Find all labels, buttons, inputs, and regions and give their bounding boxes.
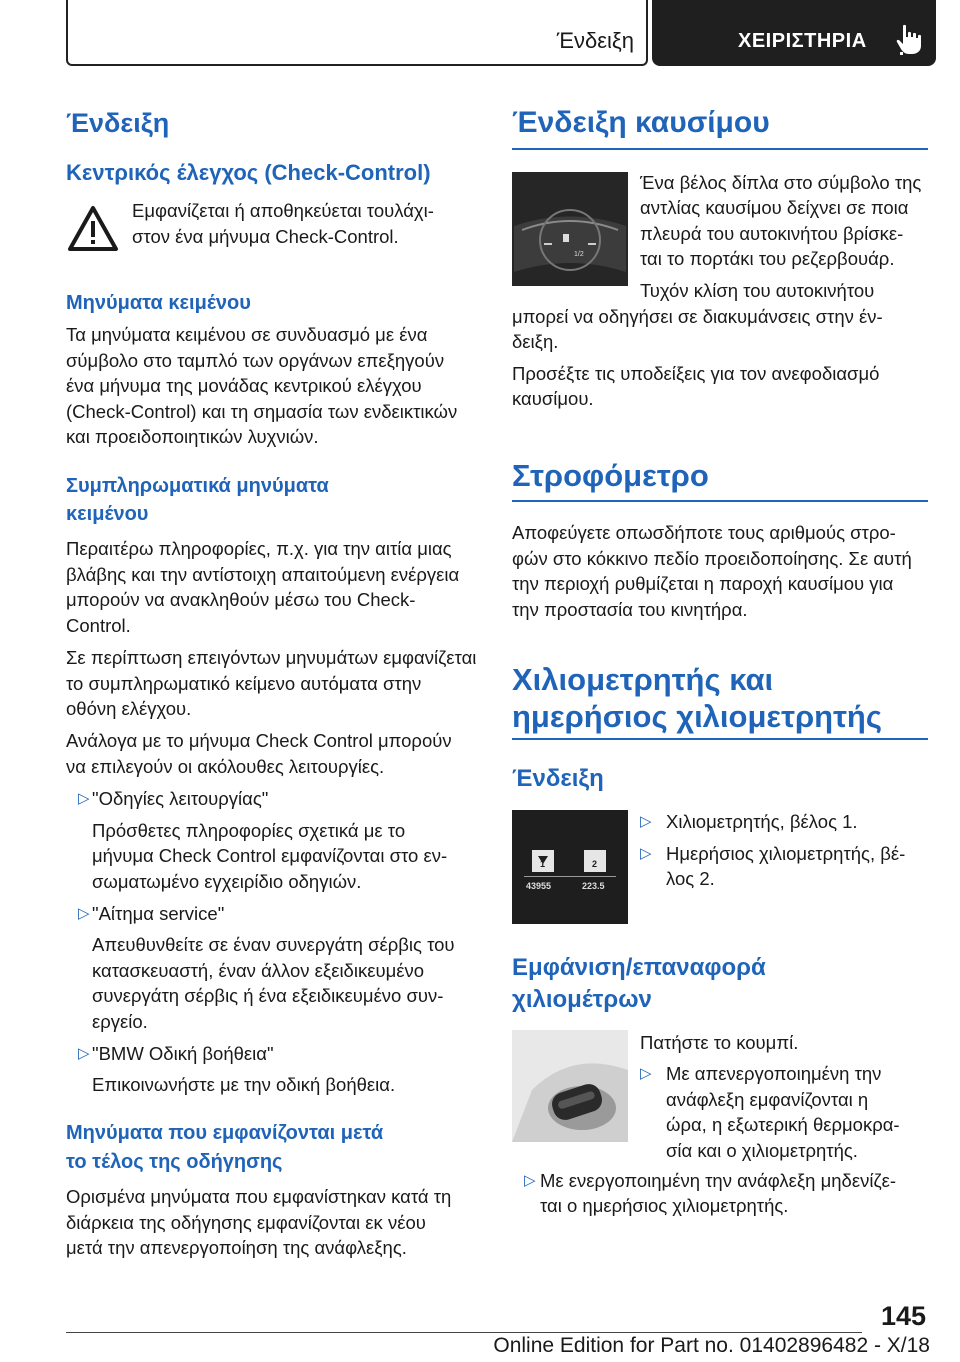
supp-p1-line-4: Control. [66,615,131,636]
tach-line-3: την περιοχή ρυθμίζεται η παροχή καυσίμου για [512,573,894,594]
footer-edition: Online Edition for Part no. 01402896482 - X/18 [493,1334,930,1357]
bullet-triangle-icon: ▷ [78,790,90,807]
after-line-3: μετά την απενεργοποίηση της ανάφλεξης. [66,1237,407,1258]
bullet-triangle-icon: ▷ [78,905,90,922]
supp-p3-line-2: να επιλεγούν οι ακόλουθες λειτουργίες. [66,756,385,777]
supp-p1-line-2: βλάβης και την αντίστοιχη απαιτούμενη ενέργεια [66,564,460,585]
fuel-p2-line-1: Τυχόν κλίση του αυτοκινήτου [640,280,875,301]
bullet-triangle-icon: ▷ [78,1045,90,1062]
supp-p2-line-2: το συμπληρωματικό κείμενο αυτόματα στην [66,673,422,694]
show-bullet-2-line-2: ται ο ημερήσιος χιλιομετρητής. [540,1195,789,1216]
fuel-p1-line-3: πλευρά του αυτοκινήτου βρίσκε- [640,223,904,244]
heading-fuel: Ένδειξη καυσίμου [512,106,770,139]
bullet-1-line-3: σωματωμένο εγχειρίδιο οδηγιών. [92,871,362,892]
after-line-1: Ορισμένα μηνύματα που εμφανίστηκαν κατά τη [66,1186,452,1207]
heading-after-1: Μηνύματα που εμφανίζονται μετά [66,1122,384,1144]
bullet-triangle-icon: ▷ [640,845,652,862]
odo-bullet-1: Χιλιομετρητής, βέλος 1. [666,811,858,832]
text-msgs-line-5: και προειδοποιητικών λυχνιών. [66,426,319,447]
odometer-image [512,810,628,924]
fuel-p1-line-4: ται το πορτάκι του ρεζερβουάρ. [640,248,895,269]
supp-p1-line-3: μπορούν να ανακληθούν μέσω του Check- [66,589,416,610]
after-line-2: διάρκεια της οδήγησης εμφανίζονται εκ νέου [66,1212,426,1233]
page-number: 145 [880,1301,926,1331]
heading-text-messages: Μηνύματα κειμένου [66,292,251,314]
show-bullet-1-line-1: Με απενεργοποιημένη την [666,1063,882,1084]
bullet-2-line-4: εργείο. [92,1011,148,1032]
tach-line-2: φών στο κόκκινο πεδίο προειδοποίησης. Σε αυτή [512,548,912,569]
heading-show-reset-1: Εμφάνιση/επαναφορά [512,954,766,981]
bullet-2-line-1: Απευθυνθείτε σε έναν συνεργάτη σέρβις του [92,934,455,955]
heading-display: Ένδειξη [66,108,170,138]
heading-show-reset-2: χιλιομέτρων [512,986,652,1013]
bullet-1-title: "Οδηγίες λειτουργίας" [92,788,269,809]
chapter-tab [652,0,936,66]
odo-bullet-2-line-2: λος 2. [666,868,715,889]
section-tab [66,0,648,66]
heading-supp-2: κειμένου [66,503,149,525]
fuel-p1-line-2: αντλίας καυσίμου δείχνει σε ποια [640,197,909,218]
bullet-triangle-icon: ▷ [524,1172,536,1189]
supp-p2-line-3: οθόνη ελέγχου. [66,698,192,719]
show-bullet-1-line-2: ανάφλεξη εμφανίζονται η [666,1089,869,1110]
bullet-2-title: "Αίτημα service" [92,903,225,924]
bullet-2-line-2: κατασκευαστή, έναν άλλον εξειδικευμένο [92,960,425,981]
check-text-line-1: Εμφανίζεται ή αποθηκεύεται τουλάχι- [132,200,434,221]
supp-p1-line-1: Περαιτέρω πληροφορίες, π.χ. για την αιτία μιας [66,538,452,559]
odometer-arrow-1: 1 [540,859,546,869]
bullet-triangle-icon: ▷ [640,813,652,830]
chapter-tab-label: ΧΕΙΡΙΣΤΗΡΙΑ [738,30,867,52]
tach-line-1: Αποφεύγετε οπωσδήποτε τους αριθμούς στρο- [512,522,896,543]
show-text: Πατήστε το κουμπί. [640,1032,799,1053]
bullet-2-line-3: συνεργάτη σέρβις ή ένα εξειδικευμένο συν- [92,985,444,1006]
text-msgs-line-3: ένα μήνυμα της μονάδας κεντρικού ελέγχου [66,375,422,396]
odometer-arrow-2: 2 [592,859,598,869]
heading-odometer-2: ημερήσιος χιλιομετρητής [512,699,882,734]
bullet-1-line-2: μήνυμα Check Control εμφανίζονται στο εν- [92,845,448,866]
show-bullet-1-line-4: σία και ο χιλιομετρητής. [666,1140,858,1161]
heading-odo-display: Ένδειξη [512,765,604,792]
text-msgs-line-4: (Check-Control) και τη σημασία των ενδεικτικών [66,401,458,422]
odo-rule [512,738,928,740]
odometer-value-1: 43955 [526,881,552,891]
heading-supp-1: Συμπληρωματικά μηνύματα [66,475,329,497]
show-bullet-1-line-3: ώρα, η εξωτερική θερμοκρα- [666,1114,900,1135]
fuel-p1-line-1: Ένα βέλος δίπλα στο σύμβολο της [640,172,922,193]
odometer-value-2: 223.5 [582,881,605,891]
fuel-p2-line-2: μπορεί να οδηγήσει σε διακυμάνσεις στην έν- [512,306,883,327]
warning-triangle-icon [66,202,120,256]
fuel-p2-line-3: δειξη. [512,331,559,352]
footer-rule [66,1332,862,1333]
pointing-hand-icon [892,22,926,56]
heading-check-control: Κεντρικός έλεγχος (Check-Control) [66,160,431,185]
reset-button-image [512,1030,628,1142]
section-tab-label: Ένδειξη [556,28,634,53]
tach-rule [512,500,928,502]
fuel-gauge-image [512,172,628,286]
fuel-p3-line-2: καυσίμου. [512,388,594,409]
bullet-triangle-icon: ▷ [640,1065,652,1082]
heading-after-2: το τέλος της οδήγησης [66,1151,283,1173]
check-text-line-2: στον ένα μήνυμα Check-Control. [132,226,399,247]
text-msgs-line-1: Τα μηνύματα κειμένου σε συνδυασμό με ένα [66,324,428,345]
show-bullet-2-line-1: Με ενεργοποιημένη την ανάφλεξη μηδενίζε- [540,1170,897,1191]
heading-odometer-1: Χιλιομετρητής και [512,662,774,697]
bullet-3-line-1: Επικοινωνήστε με την οδική βοήθεια. [92,1074,396,1095]
supp-p2-line-1: Σε περίπτωση επειγόντων μηνυμάτων εμφανίζεται [66,647,477,668]
fuel-p3-line-1: Προσέξτε τις υποδείξεις για τον ανεφοδιασμό [512,363,880,384]
heading-tachometer: Στροφόμετρο [512,458,709,493]
bullet-3-title: "BMW Οδική βοήθεια" [92,1043,274,1064]
supp-p3-line-1: Ανάλογα με το μήνυμα Check Control μπορούν [66,730,452,751]
bullet-1-line-1: Πρόσθετες πληροφορίες σχετικά με το [92,820,406,841]
fuel-rule [512,148,928,150]
tach-line-4: την προστασία του κινητήρα. [512,599,748,620]
fuel-gauge-label: 1/2 [574,251,584,258]
text-msgs-line-2: σύμβολο στο ταμπλό των οργάνων επεξηγούν [66,350,445,371]
odo-bullet-2-line-1: Ημερήσιος χιλιομετρητής, βέ- [666,843,906,864]
